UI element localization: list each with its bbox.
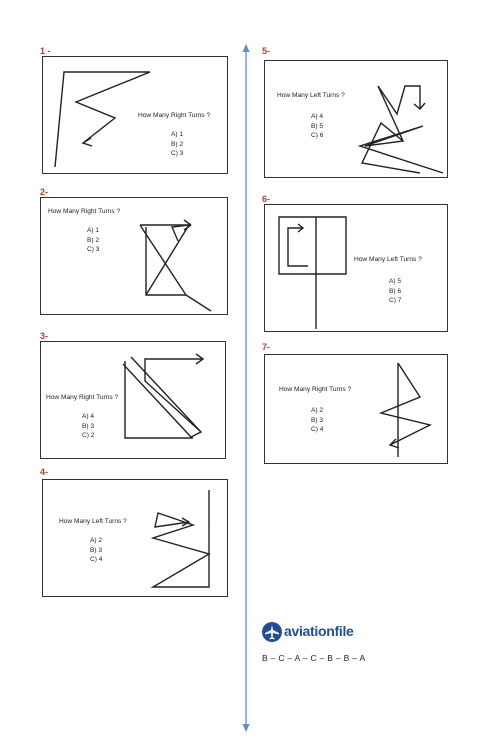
question-2-option-c[interactable]: C) 3	[87, 246, 100, 253]
question-7-options	[311, 406, 323, 435]
question-3-card	[40, 341, 226, 459]
question-2-card	[40, 197, 228, 315]
question-7-number: 7-	[262, 342, 271, 352]
question-7-option-a[interactable]: A) 2	[311, 407, 324, 414]
question-4-prompt: How Many Left Turns ?	[59, 518, 127, 525]
question-3-prompt: How Many Right Turns ?	[46, 394, 119, 401]
question-3-option-a[interactable]: A) 4	[82, 413, 95, 420]
question-5-number: 5-	[262, 46, 271, 56]
question-3-path-figure	[41, 342, 227, 460]
question-5-options	[311, 112, 323, 141]
question-1-prompt: How Many Right Turns ?	[138, 112, 211, 119]
question-3-option-c[interactable]: C) 2	[82, 432, 95, 439]
question-4-option-a[interactable]: A) 2	[90, 537, 103, 544]
question-5-card	[264, 60, 448, 178]
question-2-option-b[interactable]: B) 2	[87, 236, 100, 244]
question-7-card	[264, 354, 448, 464]
question-2-prompt: How Many Right Turns ?	[48, 208, 121, 215]
question-1-number: 1 -	[40, 46, 51, 56]
question-3-option-b[interactable]: B) 3	[82, 422, 95, 430]
question-4-card	[42, 479, 228, 597]
question-6-option-b[interactable]: B) 6	[389, 287, 402, 295]
question-7-option-b[interactable]: B) 3	[311, 416, 324, 424]
question-4-options	[90, 536, 102, 565]
question-2-path-figure	[41, 198, 229, 316]
question-7-option-c[interactable]: C) 4	[311, 426, 324, 433]
question-7-path-figure	[265, 355, 449, 465]
question-6-option-c[interactable]: C) 7	[389, 297, 402, 304]
question-4-option-c[interactable]: C) 4	[90, 556, 103, 563]
question-1-options	[171, 130, 183, 159]
question-3-options	[82, 412, 94, 441]
question-1-card	[42, 56, 228, 174]
question-5-option-c[interactable]: C) 6	[311, 132, 324, 139]
question-4-number: 4-	[40, 467, 49, 477]
question-5-path-figure	[265, 61, 449, 179]
question-2-options	[87, 226, 99, 255]
question-5-option-b[interactable]: B) 5	[311, 122, 324, 130]
question-4-path-figure	[43, 480, 229, 598]
question-5-option-a[interactable]: A) 4	[311, 113, 324, 120]
question-6-path-figure	[265, 205, 449, 333]
question-1-option-b[interactable]: B) 2	[171, 140, 184, 148]
brand-name: aviationfile	[284, 623, 354, 639]
answer-key: B – C – A – C – B – B – A	[262, 653, 366, 663]
question-7-prompt: How Many Right Turns ?	[279, 386, 352, 393]
question-3-number: 3-	[40, 331, 49, 341]
question-6-number: 6-	[262, 194, 271, 204]
question-6-options	[389, 277, 401, 306]
question-6-option-a[interactable]: A) 5	[389, 278, 402, 285]
question-1-option-a[interactable]: A) 1	[171, 131, 184, 138]
question-2-option-a[interactable]: A) 1	[87, 227, 100, 234]
question-2-number: 2-	[40, 187, 49, 197]
airplane-icon	[262, 622, 282, 642]
question-1-option-c[interactable]: C) 3	[171, 150, 184, 157]
question-4-option-b[interactable]: B) 3	[90, 546, 103, 554]
question-6-prompt: How Many Left Turns ?	[354, 256, 422, 263]
question-5-prompt: How Many Left Turns ?	[277, 92, 345, 99]
question-6-card	[264, 204, 448, 332]
